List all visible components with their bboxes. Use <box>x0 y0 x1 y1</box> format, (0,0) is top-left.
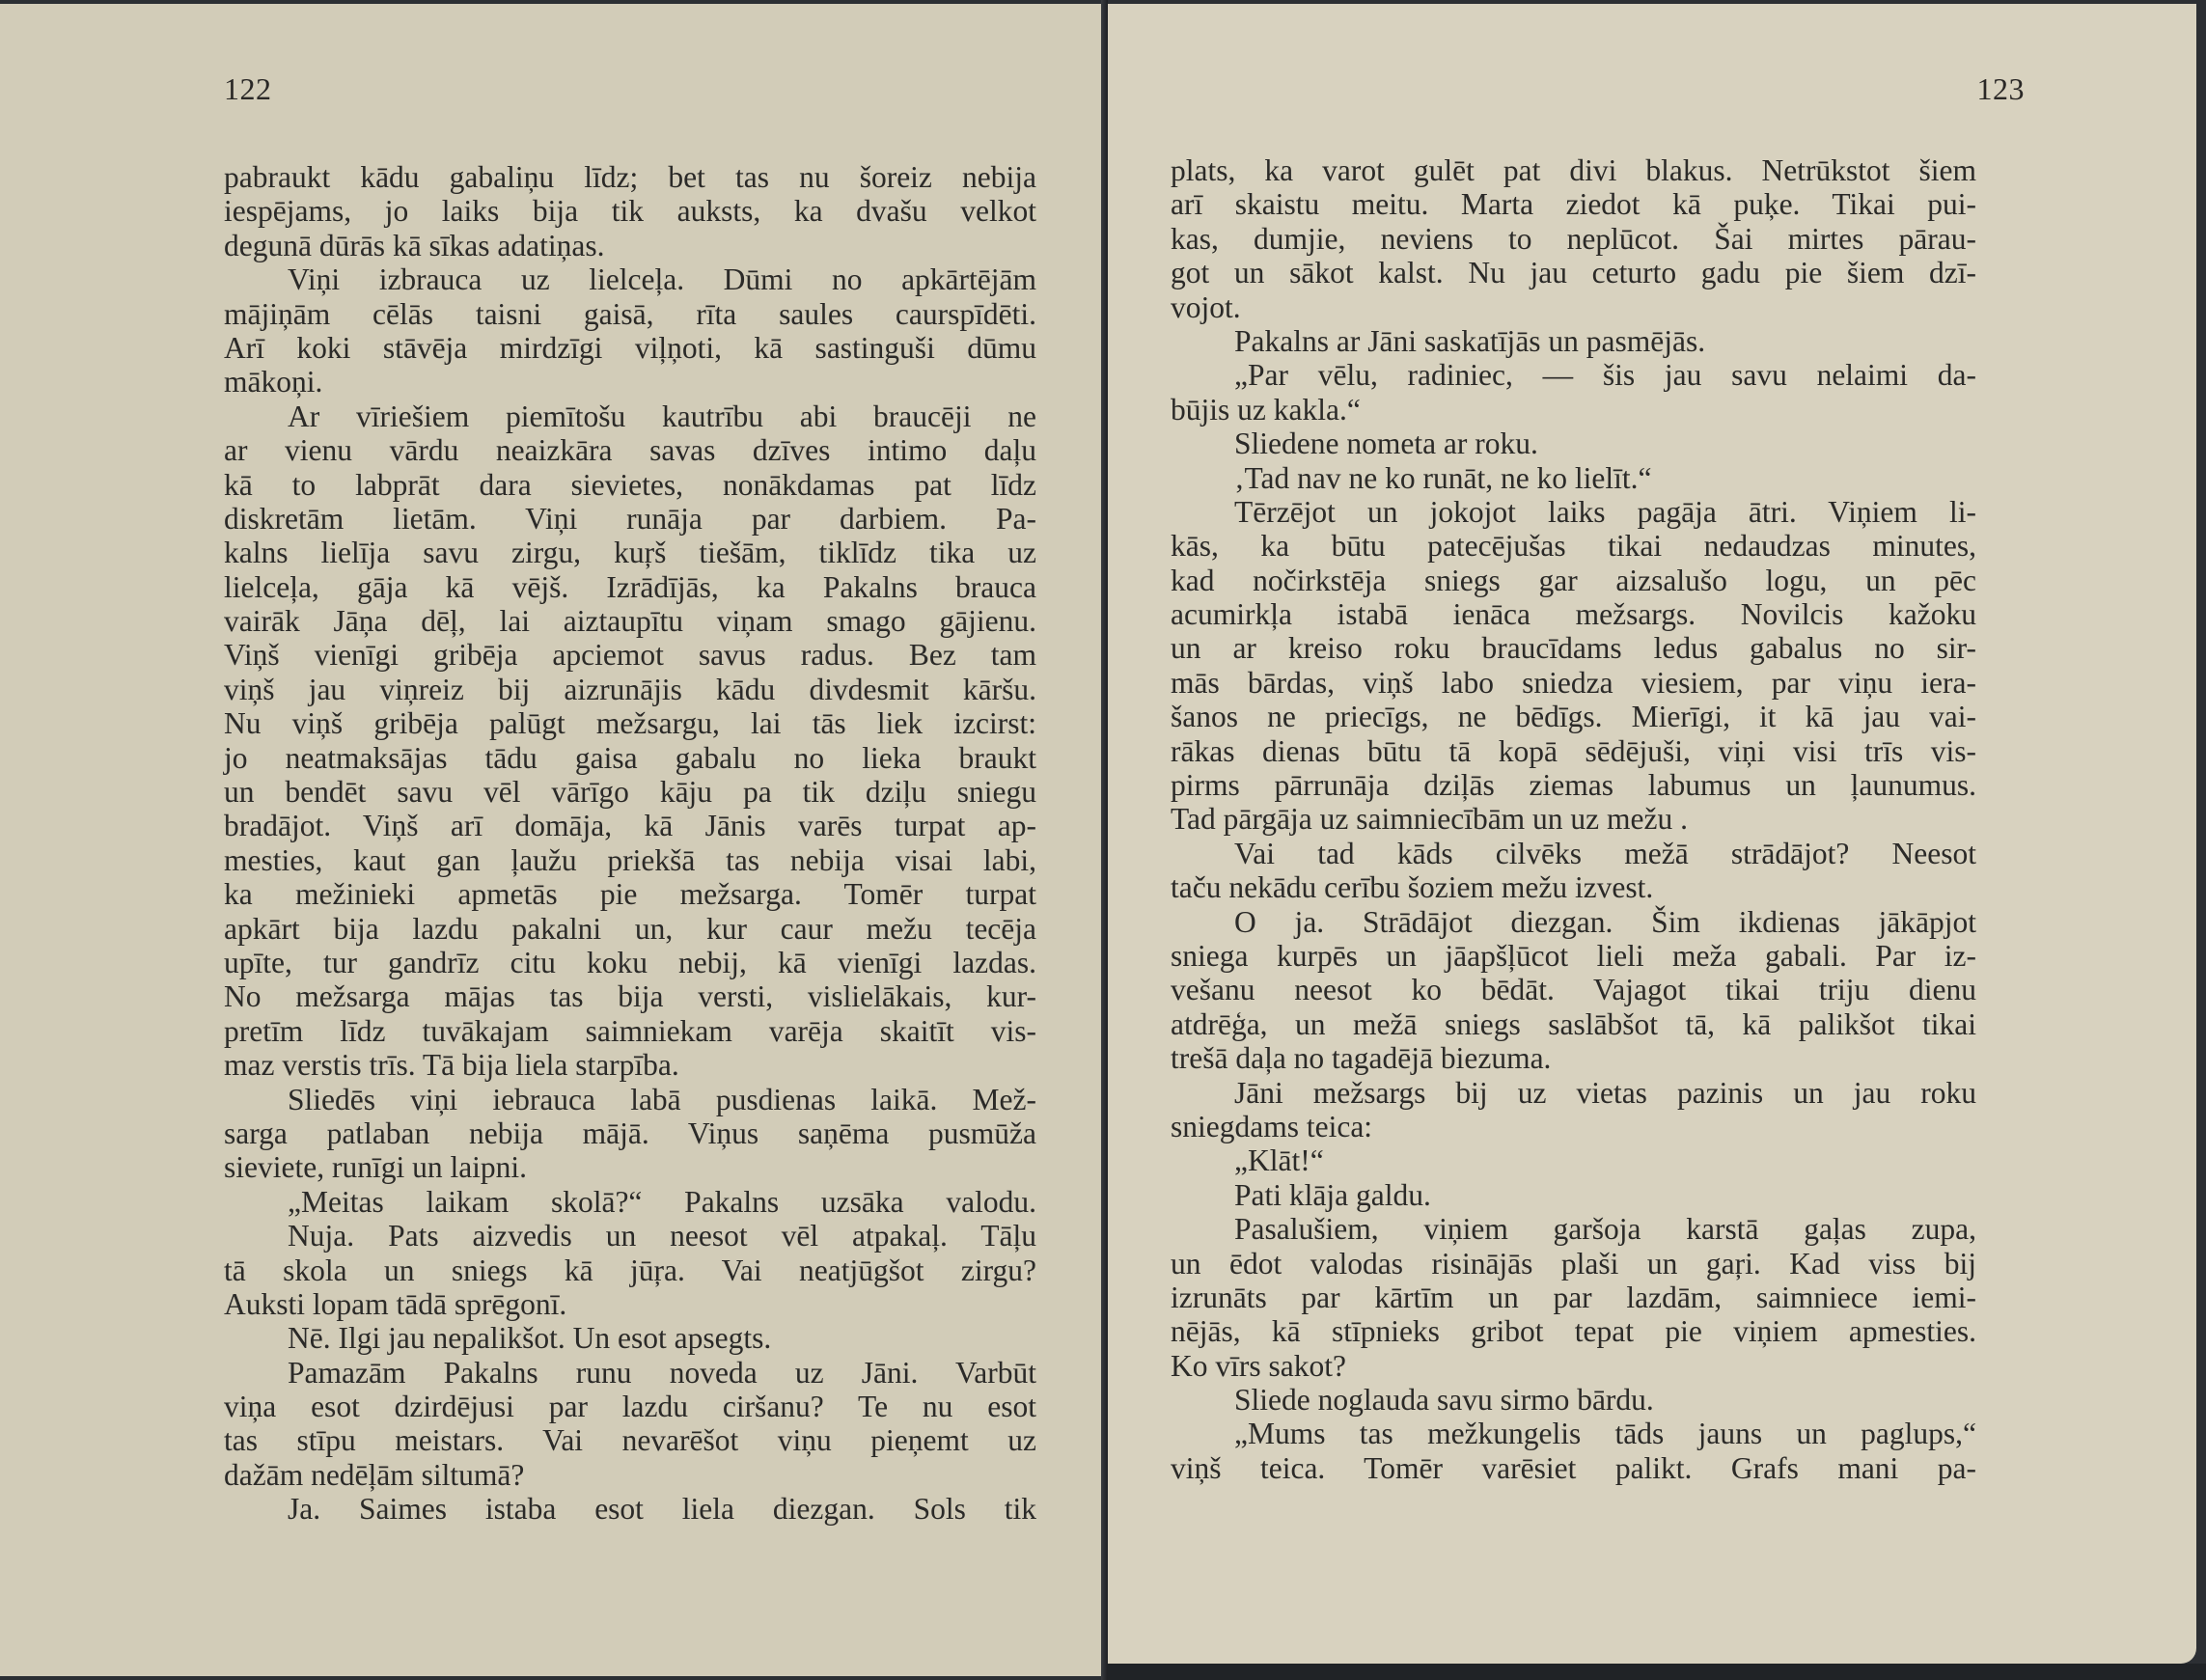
text-line: nējās, kā stīpnieks gribot tepat pie viņiem apmesties. <box>1171 1314 1976 1349</box>
book-gutter <box>1101 0 1108 1680</box>
text-line: Auksti lopam tādā sprēgonī. <box>224 1286 567 1321</box>
text-line: kā to labprāt dara sievietes, nonākdamas pat līdz <box>224 467 1036 502</box>
text-line: Viņi izbrauca uz lielceļa. Dūmi no apkārtējām <box>288 262 1036 297</box>
text-line: rākas dienas būtu tā kopā sēdējuši, viņi visi trīs vis- <box>1171 733 1976 768</box>
text-line: sieviete, runīgi un laipni. <box>224 1150 528 1185</box>
text-line: Sliedene nometa ar roku. <box>1234 427 1538 461</box>
text-line: Pakalns ar Jāni saskatījās un pasmējās. <box>1234 323 1706 358</box>
page-number-right: 123 <box>1976 71 2025 106</box>
text-line: vairāk Jāņa dēļ, lai aiztaupītu viņam smago gājienu. <box>224 604 1036 639</box>
text-line: Tad pārgāja uz saimniecībām un uz mežu . <box>1171 802 1689 837</box>
text-line: ar vienu vārdu neaizkāra savas dzīves intimo daļu <box>224 433 1036 468</box>
text-line: un bendēt savu vēl vārīgo kāju pa tik dziļu sniegu <box>224 775 1036 810</box>
text-line: mesties, kaut gan ļaužu priekšā tas nebija visai labi, <box>224 842 1036 877</box>
text-line: „Par vēlu, radiniec, — šis jau savu nelaimi da- <box>1234 358 1976 393</box>
text-line: un ēdot valodas risinājās plaši un gaŗi. Kad viss bij <box>1171 1246 1976 1281</box>
text-line: būjis uz kakla.“ <box>1171 392 1361 427</box>
text-line: pirms pārrunāja dziļās ziemas labumus un ļaunumus. <box>1171 768 1976 803</box>
text-line: iespējams, jo laiks bija tik auksts, ka dvašu velkot <box>224 194 1036 229</box>
text-line: kās, ka būtu patecējušas tikai nedaudzas minutes, <box>1171 529 1976 564</box>
text-line: got un sākot kalst. Nu jau ceturto gadu pie šiem dzī- <box>1171 256 1976 290</box>
text-line: Pati klāja galdu. <box>1234 1177 1431 1212</box>
text-line: kas, dumjie, neviens to neplūcot. Šai mirtes pārau- <box>1171 221 1976 256</box>
text-line: Ar vīriešiem piemītošu kautrību abi braucēji ne <box>288 399 1036 433</box>
text-line: Pasalušiem, viņiem garšoja karstā gaļas zupa, <box>1234 1212 1976 1247</box>
text-line: apkārt bija lazdu pakalni un, kur caur mežu tecēja <box>224 911 1036 946</box>
text-line: mājiņām cēlās taisni gaisā, rīta saules caurspīdēti. <box>224 296 1036 331</box>
text-line: tas stīpu meistars. Vai nevarēšot viņu pieņemt uz <box>224 1423 1036 1458</box>
text-line: vojot. <box>1171 289 1241 324</box>
text-line: taču nekādu cerību šoziem mežu izvest. <box>1171 870 1654 905</box>
text-line: mākoņi. <box>224 365 323 399</box>
text-line: pretīm līdz tuvākajam saimniekam varēja skaitīt vis- <box>224 1013 1036 1048</box>
text-line: ka mežinieki apmetās pie mežsarga. Tomēr turpat <box>224 877 1036 912</box>
text-line: Nē. Ilgi jau nepalikšot. Un esot apsegts. <box>288 1321 772 1356</box>
text-line: arī skaistu meitu. Marta ziedot kā puķe. Tikai pui- <box>1171 187 1976 222</box>
text-line: acumirkļa istabā ienāca mežsargs. Novilcis kažoku <box>1171 597 1976 632</box>
text-line: vešanu neesot ko bēdāt. Vajagot tikai triju dienu <box>1171 973 1976 1007</box>
left-page <box>0 4 1101 1676</box>
text-line: „Mums tas mežkungelis tāds jauns un paglups,“ <box>1234 1417 1976 1451</box>
text-line: tā skola un sniegs kā jūŗa. Vai neatjūgšot zirgu? <box>224 1253 1036 1287</box>
text-line: viņa esot dzirdējusi par lazdu ciršanu? Te nu esot <box>224 1390 1036 1424</box>
text-line: plats, ka varot gulēt pat divi blakus. Netrūkstot šiem <box>1171 153 1976 187</box>
text-line: sniega kurpēs un jāapšļūcot lieli meža gabali. Par iz- <box>1171 938 1976 973</box>
text-line: sniegdams teica: <box>1171 1109 1373 1143</box>
text-line: sarga patlaban nebija mājā. Viņus saņēma pusmūža <box>224 1115 1036 1150</box>
text-line: Sliede noglauda savu sirmo bārdu. <box>1234 1383 1654 1418</box>
text-line: degunā dūrās kā sīkas adatiņas. <box>224 228 605 262</box>
text-line: dažām nedēļām siltumā? <box>224 1457 525 1492</box>
text-line: No mežsarga mājas tas bija versti, vislielākais, kur- <box>224 979 1036 1014</box>
text-line: kalns lielīja savu zirgu, kuŗš tiešām, tiklīdz tika uz <box>224 536 1036 570</box>
text-line: un ar kreiso roku braucīdams ledus gabalus no sir- <box>1171 631 1976 666</box>
text-line: Arī koki stāvēja mirdzīgi viļņoti, kā sastinguši dūmu <box>224 330 1036 365</box>
text-line: upīte, tur gandrīz citu koku nebij, kā vienīgi lazdas. <box>224 945 1036 979</box>
text-line: bradājot. Viņš arī domāja, kā Jānis varēs turpat ap- <box>224 809 1036 843</box>
text-line: „Meitas laikam skolā?“ Pakalns uzsāka valodu. <box>288 1184 1036 1219</box>
text-line: izrunāts par kārtīm un par lazdām, saimniece iemi- <box>1171 1280 1976 1314</box>
text-line: Sliedēs viņi iebrauca labā pusdienas laikā. Mež- <box>288 1082 1036 1116</box>
text-line: Jāni mežsargs bij uz vietas pazinis un jau roku <box>1234 1075 1976 1110</box>
text-line: maz verstis trīs. Tā bija liela starpība. <box>224 1048 679 1083</box>
text-line: viņš teica. Tomēr varēsiet palikt. Grafs mani pa- <box>1171 1450 1976 1485</box>
text-line: viņš jau viņreiz bij aizrunājis kādu divdesmit kāršu. <box>224 672 1036 706</box>
text-line: Pamazām Pakalns runu noveda uz Jāni. Varbūt <box>288 1355 1036 1390</box>
text-line: jo neatmaksājas tādu gaisa gabalu no lieka braukt <box>224 740 1036 775</box>
text-line: Tērzējot un jokojot laiks pagāja ātri. Viņiem li- <box>1234 494 1976 529</box>
text-line: Viņš vienīgi gribēja apciemot savus radus. Bez tam <box>224 638 1036 673</box>
text-line: lielceļa, gāja kā vējš. Izrādījās, ka Pakalns brauca <box>224 569 1036 604</box>
text-line: „Klāt!“ <box>1234 1143 1324 1178</box>
text-line: Nuja. Pats aizvedis un neesot vēl atpakaļ. Tāļu <box>288 1219 1036 1253</box>
text-line: kad nočirkstēja sniegs gar aizsalušo logu, un pēc <box>1171 563 1976 597</box>
text-line: mās bārdas, viņš labo sniedza viesiem, par viņu iera- <box>1171 665 1976 700</box>
text-line: Vai tad kāds cilvēks mežā strādājot? Neesot <box>1234 836 1976 870</box>
text-line: šanos ne priecīgs, ne bēdīgs. Mierīgi, it kā jau vai- <box>1171 700 1976 734</box>
text-line: Nu viņš gribēja palūgt mežsargu, lai tās liek izcirst: <box>224 706 1036 741</box>
text-line: O ja. Strādājot diezgan. Šim ikdienas jākāpjot <box>1234 904 1976 939</box>
text-line: trešā daļa no tagadējā biezuma. <box>1171 1041 1552 1076</box>
left-page-text <box>224 160 1036 1527</box>
text-line: diskretām lietām. Viņi runāja par darbiem. Pa- <box>224 501 1036 536</box>
text-line: Ja. Saimes istaba esot liela diezgan. Sols tik <box>288 1492 1036 1527</box>
page-number-left: 122 <box>224 71 272 106</box>
text-line: pabraukt kādu gabaliņu līdz; bet tas nu šoreiz nebija <box>224 160 1036 194</box>
text-line: Ko vīrs sakot? <box>1171 1348 1346 1383</box>
text-line: atdrēģa, un mežā sniegs saslābšot tā, kā palikšot tikai <box>1171 1006 1976 1041</box>
right-page-text <box>1171 153 1976 1485</box>
text-line: ‚Tad nav ne ko runāt, ne ko lielīt.“ <box>1234 460 1652 495</box>
right-page <box>1108 4 2196 1664</box>
scan-background <box>1108 1664 2206 1680</box>
